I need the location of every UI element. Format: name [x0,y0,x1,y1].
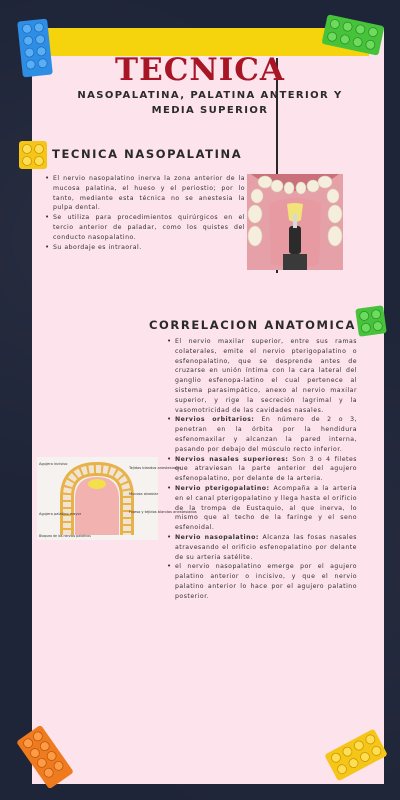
list-item: • Su abordaje es intraoral. [45,243,245,253]
lego-brick-yellow-bottom [324,726,390,789]
palate-anatomy-diagram [37,457,197,540]
list-item: • El nervio maxilar superior, entre sus ramas colaterales, emite el nervio pterigopalatino o esfenopalatino, que se desprende antes de cruzarse en unión íntima con la cara lateral del ganglio esfenopa-latino el cual pertenece al sistema parasimpático, anexo al nervio maxilar superior, y rige la secreción lagrimal y la vasomotricidad de las cavidades nasales. [167,337,357,415]
lego-brick-green-small [354,304,390,345]
list-item: • Nervios nasales superiores: Son 3 o 4 filetes que atraviesan la parte anterior del agujero esfenopalatino, por delante de la arteria. [167,455,357,484]
list-item: • Se utiliza para procedimientos quirúrgicos en el tercio anterior de paladar, como los quistes del conducto nasopalatino. [45,213,245,242]
section1-bullet-list [45,174,245,252]
list-item: • el nervio nasopalatino emerge por el agujero palatino anterior o incisivo, y que el nervio palatino anterior lo hace por el agujero palatino posterior. [167,562,357,601]
label-hueso: Hueso y tejidos blandos anestesiados [129,510,197,514]
poster-title: TECNICA [115,52,285,88]
poster-subtitle: NASOPALATINA, PALATINA ANTERIOR Y MEDIA SUPERIOR [77,90,343,116]
lego-brick-green [322,14,386,61]
section-heading-nasopalatina: TECNICA NASOPALATINA [52,147,243,161]
lego-brick-orange [16,724,76,795]
section2-bullet-list [167,337,357,602]
figure-caption: Bloqueo de los nervios palatinos [39,534,91,538]
lego-brick-yellow [16,138,50,177]
label-tejidos: Tejidos blandos anestesiados [129,466,182,470]
lego-brick-blue [18,16,54,83]
list-item: • El nervio nasopalatino inerva la zona anterior de la mucosa palatina, el hueso y el periostio; por lo tanto, mediante esta técnica no se anestesia la pulpa dental. [45,174,245,213]
label-agujero-incisivo: Agujero incisivo [39,462,68,466]
list-item: • Nervios orbitarios: En número de 2 o 3, penetran en la órbita por la hendidura esfenomaxilar y alcanzan la pared interna, pasando por debajo del músculo recto inferior. [167,415,357,454]
list-item: • Nervio pterigopalatino: Acompaña a la arteria en el canal pterigopalatino y llega hasta el orificio de la trompa de Eustaquio, al que inerva, lo mismo que al techo de la faringe y el seno esfenoidal. [167,484,357,533]
label-agujero-palatino: Agujero palatino mayor [39,512,82,516]
list-item: • Nervio nasopalatino: Alcanza las fosas nasales atravesando el orificio esfenopalatino por delante de su arteria satélite. [167,533,357,562]
section-heading-correlacion: CORRELACION ANATOMICA [149,318,356,332]
label-mucosa: Mucosa alveolar [129,492,159,496]
palate-injection-photo [247,174,343,270]
